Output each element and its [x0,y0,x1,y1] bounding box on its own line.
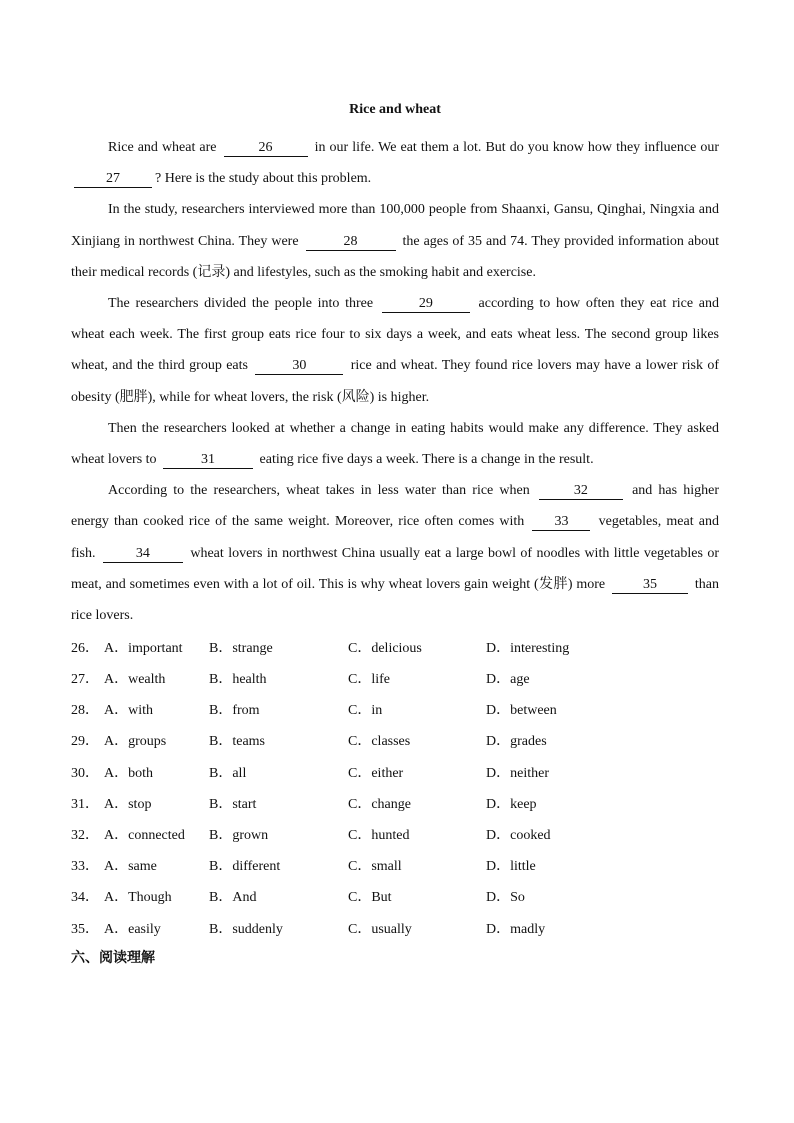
option-b: B．teams [209,734,265,750]
option-row-30 [71,756,719,787]
text: the ages of 35 and 74. They provided information about their medical records (记录) and lifestyles, such as the smoking habit and exercise. [71,233,719,280]
blank-32: 32 [539,482,623,500]
option-d: D．between [486,703,557,719]
paragraph-3 [71,288,719,413]
option-c: C．in [348,703,383,719]
question-number: 28． [71,703,99,719]
option-b: B．health [209,672,267,688]
option-b: B．all [209,765,247,781]
text: than rice lovers. [71,576,720,624]
question-number: 31． [71,796,99,812]
text: The researchers divided the people into three [108,296,374,312]
option-c: C．classes [348,734,411,750]
option-b: B．And [209,890,257,906]
option-a: A．important [104,640,183,656]
option-c: C．either [348,765,404,781]
option-row-34 [71,881,719,912]
option-d: D．age [486,672,530,688]
text: and has higher energy than cooked rice of the same weight. Moreover, rice often comes with [71,483,720,530]
text: eating rice five days a week. There is a change in the result. [259,452,594,468]
text: in our life. We eat them a lot. But do you know how they influence our [314,140,720,155]
option-d: D．grades [486,734,547,750]
blank-31: 31 [163,451,253,469]
option-c: C．usually [348,921,412,937]
blank-27: 27 [74,170,152,188]
option-row-33 [71,850,719,881]
option-a: A．stop [104,796,152,812]
option-d: D．madly [486,921,546,937]
option-d: D．cooked [486,827,551,843]
option-row-32 [71,818,719,849]
option-row-29 [71,725,719,756]
blank-29: 29 [382,295,470,313]
question-number: 29． [71,734,99,750]
text: In the study, researchers interviewed more than 100,000 people from Shaanxi, Gansu, Qinghai, Ningxia and Xinjiang in northwest China. They were [71,202,719,249]
option-c: C．delicious [348,640,422,656]
text: Rice and wheat are [108,140,217,155]
paragraph-1 [71,132,719,194]
option-b: B．start [209,796,257,812]
answer-options [71,631,719,943]
section-heading: 六、阅读理解 [71,950,155,967]
option-c: C．hunted [348,827,410,843]
option-row-27 [71,662,719,693]
question-number: 35． [71,921,99,937]
option-d: D．neither [486,765,549,781]
text: Then the researchers looked at whether a change in eating habits would make any difference. They asked wheat lovers to [71,420,719,468]
paragraph-5 [71,475,719,631]
blank-33: 33 [532,513,590,531]
option-b: B．from [209,703,260,719]
question-number: 26． [71,640,99,656]
option-d: D．interesting [486,640,570,656]
question-number: 27． [71,672,99,688]
option-b: B．grown [209,827,269,843]
option-row-31 [71,787,719,818]
option-d: D．keep [486,796,537,812]
text: vegetables, meat and fish. [71,514,719,561]
option-b: B．strange [209,640,273,656]
text: rice and wheat. They found rice lovers may have a lower risk of obesity (肥胖), while for wheat lovers, the risk (风险) is higher. [71,358,719,405]
blank-34: 34 [103,545,183,563]
text: wheat lovers in northwest China usually eat a large bowl of noodles with little vegetables or meat, and sometimes even with a lot of oil. This is why wheat lovers gain weight (发胖) more [71,545,719,592]
blank-30: 30 [255,357,343,375]
option-row-28 [71,694,719,725]
option-a: A．groups [104,734,167,750]
option-a: A．connected [104,827,185,843]
option-a: A．easily [104,921,161,937]
option-c: C．But [348,890,392,906]
option-a: A．Though [104,890,172,906]
paragraph-4 [71,413,719,475]
option-row-35 [71,912,719,943]
blank-35: 35 [612,576,688,594]
option-a: A．both [104,765,153,781]
option-d: D．So [486,890,525,906]
option-a: A．wealth [104,672,166,688]
text: According to the researchers, wheat takes in less water than rice when [108,483,530,499]
option-a: A．with [104,703,153,719]
option-d: D．little [486,859,536,875]
option-b: B．different [209,859,281,875]
passage-title: Rice and wheat [349,102,441,117]
blank-28: 28 [306,233,396,251]
paragraph-2 [71,194,719,288]
option-a: A．same [104,859,157,875]
question-number: 32． [71,827,99,843]
option-c: C．change [348,796,411,812]
option-c: C．life [348,672,390,688]
blank-26: 26 [224,139,308,157]
text: ? Here is the study about this problem. [155,171,372,187]
question-number: 33． [71,859,99,875]
option-c: C．small [348,859,402,875]
option-row-26 [71,631,719,662]
question-number: 34． [71,890,99,906]
option-b: B．suddenly [209,921,283,937]
question-number: 30． [71,765,99,781]
text: according to how often they eat rice and wheat each week. The first group eats rice four to six days a week, and eats wheat less. The second group likes wheat, and the third group eats [71,296,720,374]
